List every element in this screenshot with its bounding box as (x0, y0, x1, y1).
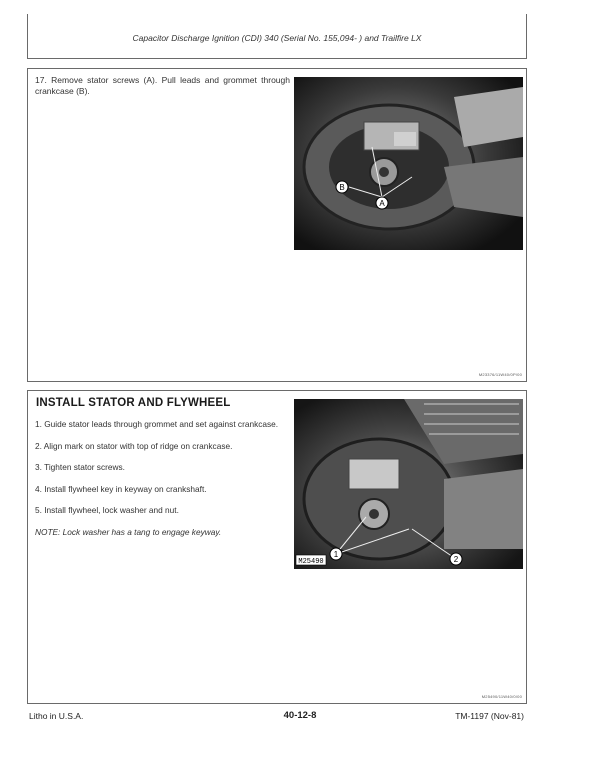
figure-ref-code: M25490/11W40/0/00 (481, 694, 522, 699)
figure-label: M25490 (298, 558, 324, 566)
svg-text:2: 2 (453, 555, 459, 564)
install-steps (35, 419, 291, 548)
install-step: 3. Tighten stator screws. (35, 462, 125, 472)
header-box (27, 14, 527, 59)
install-step: 4. Install flywheel key in keyway on crankshaft. (35, 483, 207, 494)
callout-2 (450, 553, 462, 565)
lock-washer-note: NOTE: Lock washer has a tang to engage keyway. (35, 526, 222, 537)
svg-text:B: B (339, 183, 345, 192)
callout-b (336, 181, 348, 193)
stator-install-photo (294, 399, 523, 569)
svg-text:1: 1 (333, 550, 339, 559)
section-title: INSTALL STATOR AND FLYWHEEL (36, 397, 231, 409)
page-header-title: Capacitor Discharge Ignition (CDI) 340 (Serial No. 155,094- ) and Trailfire LX (132, 33, 422, 43)
callout-1 (330, 548, 342, 560)
doc-number: TM-1197 (Nov-81) (455, 711, 524, 721)
install-step: 1. Guide stator leads through grommet and set against crankcase. (35, 419, 279, 429)
svg-text:A: A (379, 199, 385, 208)
callout-a (376, 197, 388, 209)
stator-removal-photo (294, 77, 523, 250)
panel-remove-stator (27, 68, 527, 382)
panel-install-stator (27, 390, 527, 704)
install-step: 5. Install flywheel, lock washer and nut. (35, 505, 179, 515)
page-number: 40-12-8 (283, 710, 317, 721)
figure-ref-code: M23376/11W40/0P/00 (478, 372, 522, 377)
step-17-text: 17. Remove stator screws (A). Pull leads and grommet through crankcase (B). (35, 75, 290, 96)
footer-litho: Litho in U.S.A. (29, 711, 84, 721)
install-step: 2. Align mark on stator with top of ridge on crankcase. (35, 440, 233, 451)
